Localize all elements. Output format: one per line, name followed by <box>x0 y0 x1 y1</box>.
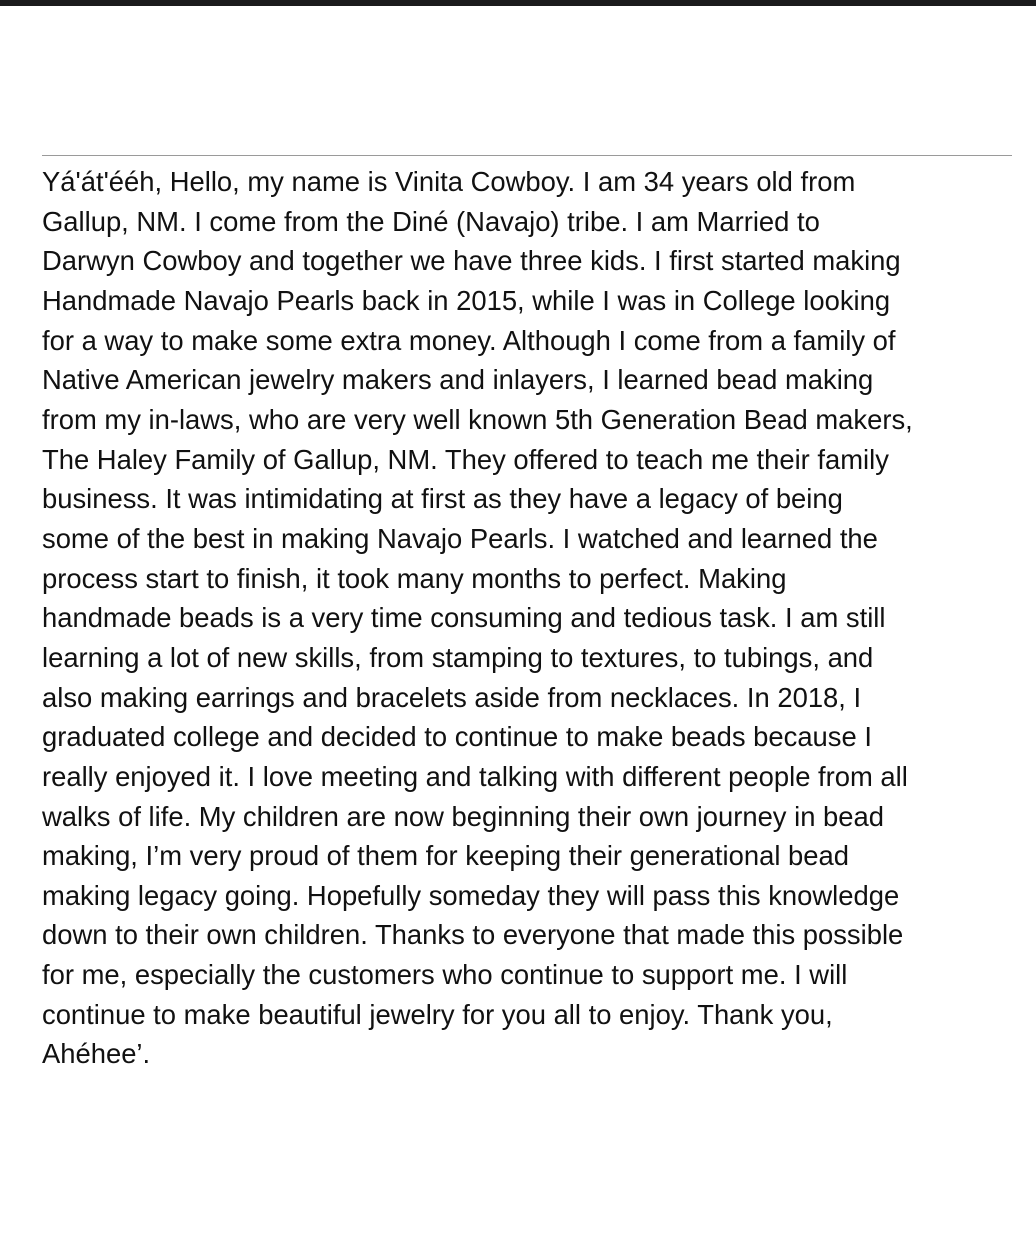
bio-line: also making earrings and bracelets aside from necklaces. In 2018, I <box>42 681 862 713</box>
bio-line: process start to finish, it took many months to perfect. Making <box>42 562 787 594</box>
bio-line: The Haley Family of Gallup, NM. They offered to teach me their family <box>42 443 889 475</box>
bio-line: really enjoyed it. I love meeting and talking with different people from all <box>42 760 908 792</box>
bio-line: from my in-laws, who are very well known 5th Generation Bead makers, <box>42 403 913 435</box>
bio-text <box>42 162 1017 1074</box>
bio-line: business. It was intimidating at first as they have a legacy of being <box>42 483 843 515</box>
bio-line: Handmade Navajo Pearls back in 2015, while I was in College looking <box>42 284 891 316</box>
bio-line: continue to make beautiful jewelry for you all to enjoy. Thank you, <box>42 998 833 1030</box>
bio-line: making, I’m very proud of them for keeping their generational bead <box>42 840 849 872</box>
bio-line: learning a lot of new skills, from stamping to textures, to tubings, and <box>42 641 874 673</box>
top-status-bar <box>0 0 1036 6</box>
bio-line: walks of life. My children are now beginning their own journey in bead <box>42 800 884 832</box>
bio-line: Gallup, NM. I come from the Diné (Navajo) tribe. I am Married to <box>42 205 820 237</box>
bio-line: Ahéhee’. <box>42 1038 151 1070</box>
divider-line <box>42 155 1012 156</box>
bio-line: Darwyn Cowboy and together we have three kids. I first started making <box>42 245 901 277</box>
bio-line: graduated college and decided to continue to make beads because I <box>42 721 872 753</box>
bio-line: some of the best in making Navajo Pearls. I watched and learned the <box>42 522 878 554</box>
bio-line: making legacy going. Hopefully someday they will pass this knowledge <box>42 879 900 911</box>
bio-line: for a way to make some extra money. Although I come from a family of <box>42 324 896 356</box>
bio-line: for me, especially the customers who continue to support me. I will <box>42 959 848 991</box>
bio-line: Yá'át'ééh, Hello, my name is Vinita Cowboy. I am 34 years old from <box>42 166 856 197</box>
bio-line: handmade beads is a very time consuming and tedious task. I am still <box>42 602 886 634</box>
bio-line: down to their own children. Thanks to everyone that made this possible <box>42 919 904 951</box>
bio-line: Native American jewelry makers and inlayers, I learned bead making <box>42 364 874 396</box>
